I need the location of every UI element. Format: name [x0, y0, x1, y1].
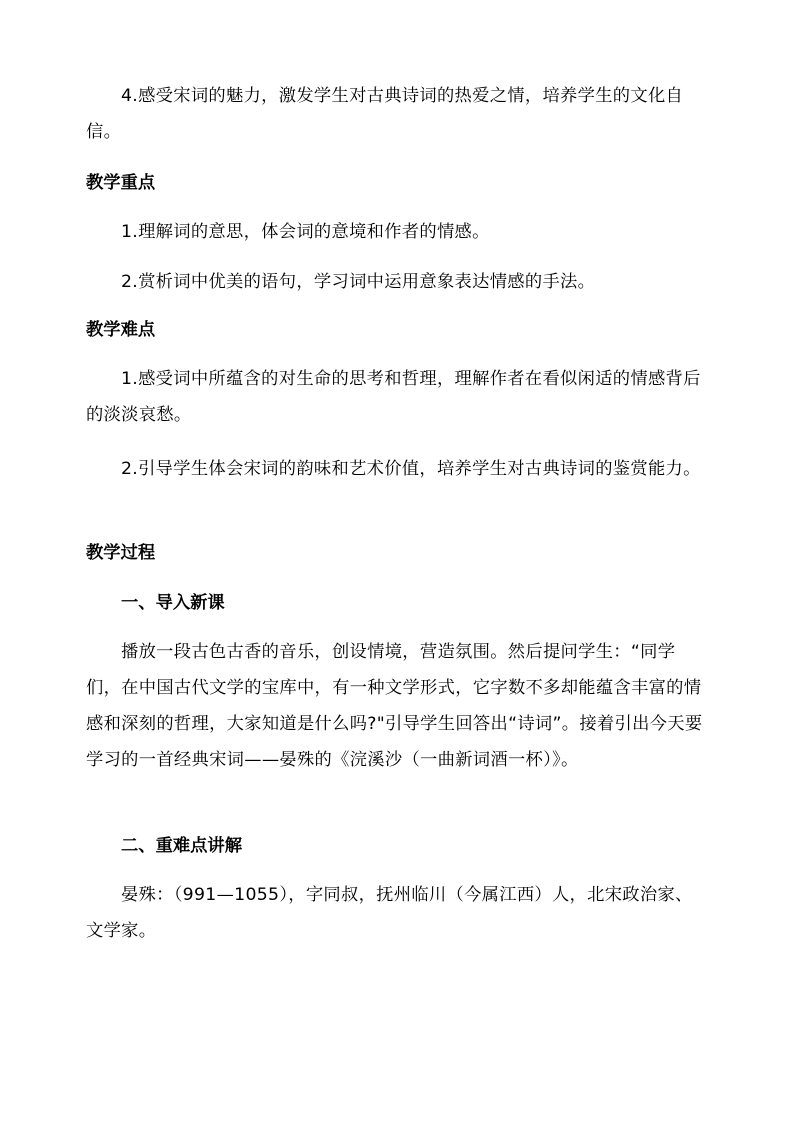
key-point-item-1: 1.理解词的意思，体会词的意境和作者的情感。 — [121, 222, 490, 242]
difficult-point-item-2: 2.引导学生体会宋词的韵味和艺术价值，培养学生对古典诗词的鉴赏能力。 — [121, 459, 701, 479]
section-1-title: 一、导入新课 — [121, 593, 225, 613]
key-point-item-2: 2.赏析词中优美的语句，学习词中运用意象表达情感的手法。 — [121, 272, 596, 292]
key-points-heading: 教学重点 — [86, 173, 156, 193]
section-1-text: 播放一段古色古香的音乐，创设情境，营造氛围。然后提问学生：“同学们，在中国古代文学的宝库中，有一种文学形式，它字数不多却能蕴含丰富的情感和深刻的哲理，大家知道是什么吗?"引导学生回答出“诗词”。接着引出今天要学习的一首经典宋词——晏殊的《浣溪沙（一曲新词酒一杯）》。 — [86, 642, 703, 770]
difficult-points-heading: 教学难点 — [86, 320, 156, 340]
teaching-process-heading: 教学过程 — [86, 543, 156, 563]
objective-item-4: 4.感受宋词的魅力，激发学生对古典诗词的热爱之情，培养学生的文化自信。 — [86, 86, 684, 142]
difficult-point-item-1: 1.感受词中所蕴含的对生命的思考和哲理，理解作者在看似闲适的情感背后的淡淡哀愁。 — [86, 369, 701, 425]
section-2-title: 二、重难点讲解 — [121, 836, 242, 856]
section-2-text: 晏殊：（991—1055），字同叔，抚州临川（今属江西）人，北宋政治家、文学家。 — [86, 885, 693, 941]
